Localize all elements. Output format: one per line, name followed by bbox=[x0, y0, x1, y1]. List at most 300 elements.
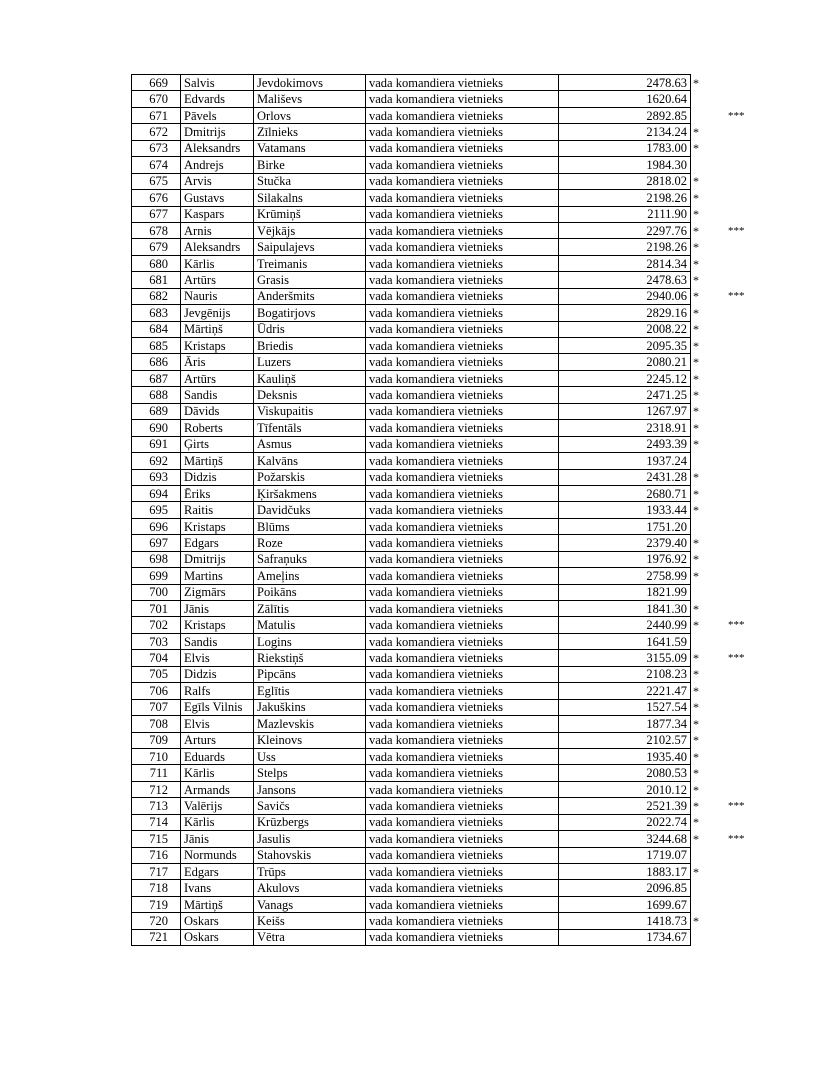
last-name: Jansons bbox=[254, 781, 366, 797]
first-name: Kaspars bbox=[181, 206, 254, 222]
first-name: Dmitrijs bbox=[181, 551, 254, 567]
first-name: Ģirts bbox=[181, 436, 254, 452]
position: vada komandiera vietnieks bbox=[366, 305, 559, 321]
row-number: 716 bbox=[132, 847, 181, 863]
asterisk-mark: * bbox=[693, 223, 699, 238]
last-name: Jasulis bbox=[254, 831, 366, 847]
first-name: Mārtiņš bbox=[181, 321, 254, 337]
note-mark bbox=[703, 502, 745, 518]
table-row bbox=[132, 222, 745, 238]
row-number: 687 bbox=[132, 370, 181, 386]
table-row bbox=[132, 321, 745, 337]
note-mark bbox=[703, 568, 745, 584]
table-row bbox=[132, 255, 745, 271]
last-name: Bogatirjovs bbox=[254, 305, 366, 321]
last-name: Safraņuks bbox=[254, 551, 366, 567]
row-number: 696 bbox=[132, 518, 181, 534]
position: vada komandiera vietnieks bbox=[366, 157, 559, 173]
table-row bbox=[132, 847, 745, 863]
first-name: Zigmārs bbox=[181, 584, 254, 600]
last-name: Stelps bbox=[254, 765, 366, 781]
last-name: Viskupaitis bbox=[254, 403, 366, 419]
row-number: 703 bbox=[132, 633, 181, 649]
last-name: Roze bbox=[254, 535, 366, 551]
position: vada komandiera vietnieks bbox=[366, 239, 559, 255]
last-name: Silakalns bbox=[254, 190, 366, 206]
note-mark bbox=[703, 584, 745, 600]
first-name: Aleksandrs bbox=[181, 239, 254, 255]
table-row bbox=[132, 107, 745, 123]
note-mark bbox=[703, 518, 745, 534]
amount: 2096.85 bbox=[559, 880, 691, 896]
table-row bbox=[132, 338, 745, 354]
asterisk-mark: * bbox=[693, 338, 699, 353]
asterisk-mark: * bbox=[693, 388, 699, 403]
row-number: 690 bbox=[132, 420, 181, 436]
position: vada komandiera vietnieks bbox=[366, 568, 559, 584]
note-mark: *** bbox=[728, 290, 745, 303]
asterisk-mark: * bbox=[693, 272, 699, 287]
table-row bbox=[132, 370, 745, 386]
row-number: 677 bbox=[132, 206, 181, 222]
row-number: 699 bbox=[132, 568, 181, 584]
amount: 1418.73 bbox=[559, 913, 691, 929]
first-name: Armands bbox=[181, 781, 254, 797]
position: vada komandiera vietnieks bbox=[366, 748, 559, 764]
first-name: Kristaps bbox=[181, 338, 254, 354]
position: vada komandiera vietnieks bbox=[366, 518, 559, 534]
row-number: 682 bbox=[132, 288, 181, 304]
table-row bbox=[132, 814, 745, 830]
table-row bbox=[132, 765, 745, 781]
row-number: 700 bbox=[132, 584, 181, 600]
table-row bbox=[132, 206, 745, 222]
first-name: Elvis bbox=[181, 650, 254, 666]
amount: 2221.47 bbox=[559, 683, 691, 699]
position: vada komandiera vietnieks bbox=[366, 91, 559, 107]
row-number: 691 bbox=[132, 436, 181, 452]
asterisk-mark bbox=[691, 157, 703, 173]
asterisk-mark: * bbox=[693, 733, 699, 748]
last-name: Keišs bbox=[254, 913, 366, 929]
position: vada komandiera vietnieks bbox=[366, 535, 559, 551]
first-name: Ēriks bbox=[181, 485, 254, 501]
table-row bbox=[132, 798, 745, 814]
first-name: Kārlis bbox=[181, 255, 254, 271]
position: vada komandiera vietnieks bbox=[366, 913, 559, 929]
asterisk-mark: * bbox=[693, 470, 699, 485]
first-name: Raitis bbox=[181, 502, 254, 518]
last-name: Asmus bbox=[254, 436, 366, 452]
table-row bbox=[132, 929, 745, 945]
note-mark bbox=[703, 173, 745, 189]
table-row bbox=[132, 617, 745, 633]
note-mark bbox=[703, 469, 745, 485]
staff-table-body bbox=[132, 75, 745, 946]
amount: 2080.21 bbox=[559, 354, 691, 370]
first-name: Egīls Vilnis bbox=[181, 699, 254, 715]
first-name: Dmitrijs bbox=[181, 124, 254, 140]
note-mark bbox=[703, 239, 745, 255]
position: vada komandiera vietnieks bbox=[366, 601, 559, 617]
last-name: Anderšmits bbox=[254, 288, 366, 304]
note-mark bbox=[703, 601, 745, 617]
note-mark bbox=[703, 485, 745, 501]
position: vada komandiera vietnieks bbox=[366, 469, 559, 485]
asterisk-mark: * bbox=[693, 355, 699, 370]
asterisk-mark: * bbox=[693, 749, 699, 764]
last-name: Mazlevskis bbox=[254, 716, 366, 732]
note-mark: *** bbox=[728, 799, 745, 812]
row-number: 686 bbox=[132, 354, 181, 370]
first-name: Salvis bbox=[181, 75, 254, 91]
first-name: Kārlis bbox=[181, 814, 254, 830]
asterisk-mark: * bbox=[693, 914, 699, 929]
first-name: Sandis bbox=[181, 387, 254, 403]
last-name: Krūzbergs bbox=[254, 814, 366, 830]
first-name: Jānis bbox=[181, 831, 254, 847]
note-mark bbox=[703, 305, 745, 321]
last-name: Akulovs bbox=[254, 880, 366, 896]
position: vada komandiera vietnieks bbox=[366, 107, 559, 123]
last-name: Poikāns bbox=[254, 584, 366, 600]
first-name: Martins bbox=[181, 568, 254, 584]
position: vada komandiera vietnieks bbox=[366, 699, 559, 715]
note-mark bbox=[703, 124, 745, 140]
first-name: Pāvels bbox=[181, 107, 254, 123]
asterisk-mark: * bbox=[693, 437, 699, 452]
asterisk-mark: * bbox=[693, 651, 699, 666]
amount: 2478.63 bbox=[559, 75, 691, 91]
first-name: Eduards bbox=[181, 748, 254, 764]
position: vada komandiera vietnieks bbox=[366, 436, 559, 452]
row-number: 717 bbox=[132, 864, 181, 880]
note-mark bbox=[703, 716, 745, 732]
first-name: Arnis bbox=[181, 222, 254, 238]
asterisk-mark: * bbox=[693, 141, 699, 156]
amount: 3244.68 bbox=[559, 831, 691, 847]
position: vada komandiera vietnieks bbox=[366, 387, 559, 403]
amount: 2440.99 bbox=[559, 617, 691, 633]
position: vada komandiera vietnieks bbox=[366, 831, 559, 847]
note-mark bbox=[703, 929, 745, 945]
last-name: Požarskis bbox=[254, 469, 366, 485]
table-row bbox=[132, 683, 745, 699]
note-mark bbox=[703, 913, 745, 929]
last-name: Ūdris bbox=[254, 321, 366, 337]
position: vada komandiera vietnieks bbox=[366, 321, 559, 337]
amount: 1877.34 bbox=[559, 716, 691, 732]
asterisk-mark: * bbox=[693, 174, 699, 189]
position: vada komandiera vietnieks bbox=[366, 453, 559, 469]
table-row bbox=[132, 436, 745, 452]
asterisk-mark: * bbox=[693, 667, 699, 682]
note-mark bbox=[703, 814, 745, 830]
amount: 2940.06 bbox=[559, 288, 691, 304]
note-mark bbox=[703, 535, 745, 551]
table-row bbox=[132, 91, 745, 107]
asterisk-mark: * bbox=[693, 618, 699, 633]
amount: 1783.00 bbox=[559, 140, 691, 156]
note-mark bbox=[703, 272, 745, 288]
position: vada komandiera vietnieks bbox=[366, 190, 559, 206]
first-name: Jevgēnijs bbox=[181, 305, 254, 321]
asterisk-mark: * bbox=[693, 371, 699, 386]
asterisk-mark: * bbox=[693, 683, 699, 698]
first-name: Artūrs bbox=[181, 272, 254, 288]
note-mark bbox=[703, 765, 745, 781]
last-name: Eglītis bbox=[254, 683, 366, 699]
row-number: 693 bbox=[132, 469, 181, 485]
first-name: Edvards bbox=[181, 91, 254, 107]
position: vada komandiera vietnieks bbox=[366, 551, 559, 567]
row-number: 710 bbox=[132, 748, 181, 764]
note-mark bbox=[703, 436, 745, 452]
asterisk-mark: * bbox=[693, 782, 699, 797]
asterisk-mark bbox=[691, 518, 703, 534]
row-number: 683 bbox=[132, 305, 181, 321]
first-name: Kristaps bbox=[181, 518, 254, 534]
last-name: Orlovs bbox=[254, 107, 366, 123]
note-mark bbox=[703, 206, 745, 222]
last-name: Uss bbox=[254, 748, 366, 764]
row-number: 681 bbox=[132, 272, 181, 288]
position: vada komandiera vietnieks bbox=[366, 403, 559, 419]
position: vada komandiera vietnieks bbox=[366, 732, 559, 748]
amount: 2095.35 bbox=[559, 338, 691, 354]
amount: 1527.54 bbox=[559, 699, 691, 715]
table-row bbox=[132, 518, 745, 534]
table-row bbox=[132, 190, 745, 206]
row-number: 707 bbox=[132, 699, 181, 715]
last-name: Tīfentāls bbox=[254, 420, 366, 436]
last-name: Logins bbox=[254, 633, 366, 649]
note-mark bbox=[703, 387, 745, 403]
last-name: Matulis bbox=[254, 617, 366, 633]
last-name: Saipulajevs bbox=[254, 239, 366, 255]
first-name: Mārtiņš bbox=[181, 896, 254, 912]
note-mark bbox=[703, 551, 745, 567]
position: vada komandiera vietnieks bbox=[366, 798, 559, 814]
table-row bbox=[132, 305, 745, 321]
position: vada komandiera vietnieks bbox=[366, 272, 559, 288]
position: vada komandiera vietnieks bbox=[366, 485, 559, 501]
row-number: 692 bbox=[132, 453, 181, 469]
note-mark bbox=[703, 75, 745, 91]
first-name: Normunds bbox=[181, 847, 254, 863]
amount: 1734.67 bbox=[559, 929, 691, 945]
row-number: 715 bbox=[132, 831, 181, 847]
amount: 2198.26 bbox=[559, 190, 691, 206]
asterisk-mark bbox=[691, 929, 703, 945]
amount: 1976.92 bbox=[559, 551, 691, 567]
asterisk-mark: * bbox=[693, 503, 699, 518]
last-name: Birke bbox=[254, 157, 366, 173]
amount: 1641.59 bbox=[559, 633, 691, 649]
table-row bbox=[132, 288, 745, 304]
table-row bbox=[132, 831, 745, 847]
note-mark bbox=[703, 140, 745, 156]
row-number: 705 bbox=[132, 666, 181, 682]
note-mark bbox=[703, 370, 745, 386]
first-name: Oskars bbox=[181, 929, 254, 945]
note-mark bbox=[703, 896, 745, 912]
amount: 1935.40 bbox=[559, 748, 691, 764]
position: vada komandiera vietnieks bbox=[366, 814, 559, 830]
amount: 1821.99 bbox=[559, 584, 691, 600]
amount: 2521.39 bbox=[559, 798, 691, 814]
row-number: 685 bbox=[132, 338, 181, 354]
last-name: Kleinovs bbox=[254, 732, 366, 748]
position: vada komandiera vietnieks bbox=[366, 420, 559, 436]
row-number: 713 bbox=[132, 798, 181, 814]
asterisk-mark: * bbox=[693, 535, 699, 550]
amount: 1984.30 bbox=[559, 157, 691, 173]
table-row bbox=[132, 354, 745, 370]
amount: 2080.53 bbox=[559, 765, 691, 781]
first-name: Elvis bbox=[181, 716, 254, 732]
note-mark bbox=[703, 190, 745, 206]
table-row bbox=[132, 124, 745, 140]
note-mark bbox=[703, 403, 745, 419]
row-number: 671 bbox=[132, 107, 181, 123]
row-number: 672 bbox=[132, 124, 181, 140]
note-mark bbox=[703, 880, 745, 896]
asterisk-mark bbox=[691, 896, 703, 912]
amount: 1267.97 bbox=[559, 403, 691, 419]
amount: 2758.99 bbox=[559, 568, 691, 584]
position: vada komandiera vietnieks bbox=[366, 255, 559, 271]
position: vada komandiera vietnieks bbox=[366, 650, 559, 666]
table-row bbox=[132, 239, 745, 255]
position: vada komandiera vietnieks bbox=[366, 370, 559, 386]
asterisk-mark bbox=[691, 107, 703, 123]
asterisk-mark: * bbox=[693, 305, 699, 320]
amount: 1841.30 bbox=[559, 601, 691, 617]
amount: 2134.24 bbox=[559, 124, 691, 140]
position: vada komandiera vietnieks bbox=[366, 173, 559, 189]
row-number: 694 bbox=[132, 485, 181, 501]
table-row bbox=[132, 173, 745, 189]
table-row bbox=[132, 551, 745, 567]
asterisk-mark bbox=[691, 584, 703, 600]
table-row bbox=[132, 748, 745, 764]
last-name: Jevdokimovs bbox=[254, 75, 366, 91]
asterisk-mark: * bbox=[693, 601, 699, 616]
row-number: 698 bbox=[132, 551, 181, 567]
position: vada komandiera vietnieks bbox=[366, 354, 559, 370]
row-number: 719 bbox=[132, 896, 181, 912]
row-number: 701 bbox=[132, 601, 181, 617]
last-name: Luzers bbox=[254, 354, 366, 370]
first-name: Arvis bbox=[181, 173, 254, 189]
row-number: 670 bbox=[132, 91, 181, 107]
amount: 2111.90 bbox=[559, 206, 691, 222]
note-mark bbox=[703, 666, 745, 682]
last-name: Vanags bbox=[254, 896, 366, 912]
note-mark bbox=[703, 91, 745, 107]
position: vada komandiera vietnieks bbox=[366, 124, 559, 140]
asterisk-mark: * bbox=[693, 798, 699, 813]
amount: 1620.64 bbox=[559, 91, 691, 107]
note-mark: *** bbox=[728, 832, 745, 845]
asterisk-mark: * bbox=[693, 552, 699, 567]
first-name: Ralfs bbox=[181, 683, 254, 699]
amount: 1937.24 bbox=[559, 453, 691, 469]
row-number: 708 bbox=[132, 716, 181, 732]
last-name: Ameļins bbox=[254, 568, 366, 584]
asterisk-mark: * bbox=[693, 420, 699, 435]
amount: 2297.76 bbox=[559, 222, 691, 238]
position: vada komandiera vietnieks bbox=[366, 683, 559, 699]
table-row bbox=[132, 732, 745, 748]
row-number: 674 bbox=[132, 157, 181, 173]
table-row bbox=[132, 666, 745, 682]
amount: 2814.34 bbox=[559, 255, 691, 271]
last-name: Stučka bbox=[254, 173, 366, 189]
asterisk-mark: * bbox=[693, 322, 699, 337]
first-name: Artūrs bbox=[181, 370, 254, 386]
first-name: Kārlis bbox=[181, 765, 254, 781]
row-number: 704 bbox=[132, 650, 181, 666]
table-row bbox=[132, 272, 745, 288]
last-name: Stahovskis bbox=[254, 847, 366, 863]
table-row bbox=[132, 75, 745, 91]
asterisk-mark: * bbox=[693, 716, 699, 731]
position: vada komandiera vietnieks bbox=[366, 222, 559, 238]
position: vada komandiera vietnieks bbox=[366, 716, 559, 732]
position: vada komandiera vietnieks bbox=[366, 765, 559, 781]
amount: 1883.17 bbox=[559, 864, 691, 880]
amount: 2829.16 bbox=[559, 305, 691, 321]
table-row bbox=[132, 716, 745, 732]
table-row bbox=[132, 140, 745, 156]
amount: 1699.67 bbox=[559, 896, 691, 912]
first-name: Jānis bbox=[181, 601, 254, 617]
note-mark bbox=[703, 354, 745, 370]
table-row bbox=[132, 880, 745, 896]
last-name: Mališevs bbox=[254, 91, 366, 107]
table-row bbox=[132, 420, 745, 436]
position: vada komandiera vietnieks bbox=[366, 140, 559, 156]
row-number: 688 bbox=[132, 387, 181, 403]
row-number: 676 bbox=[132, 190, 181, 206]
first-name: Oskars bbox=[181, 913, 254, 929]
first-name: Kristaps bbox=[181, 617, 254, 633]
position: vada komandiera vietnieks bbox=[366, 288, 559, 304]
table-row bbox=[132, 387, 745, 403]
asterisk-mark: * bbox=[693, 815, 699, 830]
last-name: Savičs bbox=[254, 798, 366, 814]
amount: 2102.57 bbox=[559, 732, 691, 748]
note-mark bbox=[703, 864, 745, 880]
asterisk-mark: * bbox=[693, 190, 699, 205]
table-row bbox=[132, 469, 745, 485]
first-name: Dāvids bbox=[181, 403, 254, 419]
last-name: Briedis bbox=[254, 338, 366, 354]
row-number: 678 bbox=[132, 222, 181, 238]
first-name: Arturs bbox=[181, 732, 254, 748]
table-row bbox=[132, 584, 745, 600]
amount: 2431.28 bbox=[559, 469, 691, 485]
note-mark bbox=[703, 157, 745, 173]
last-name: Vatamans bbox=[254, 140, 366, 156]
asterisk-mark bbox=[691, 453, 703, 469]
asterisk-mark: * bbox=[693, 700, 699, 715]
position: vada komandiera vietnieks bbox=[366, 206, 559, 222]
note-mark: *** bbox=[728, 224, 745, 237]
last-name: Deksnis bbox=[254, 387, 366, 403]
